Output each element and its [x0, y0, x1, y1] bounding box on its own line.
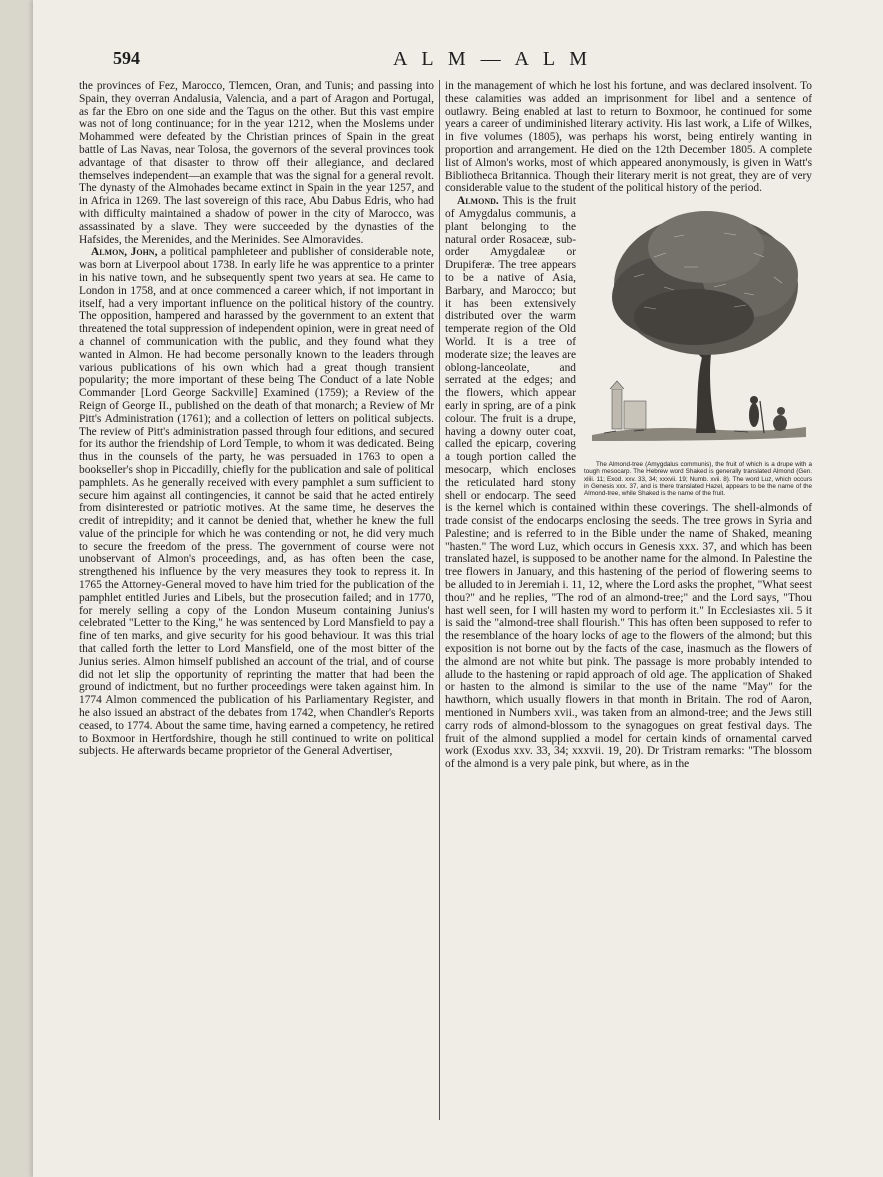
paragraph-almon: [79, 246, 434, 758]
entry-head-almon: Almon, John,: [91, 246, 158, 259]
figure-caption: The Almond-tree (Amygdalus communis), the fruit of which is a drupe with a tough mesocarp. The Hebrew word Shaked is generally translated Almond (Gen. xliii. 11; Exod. xxv. 33, 34; xxxvii. 19; Numb. xvii. 8). The word Luz, which occurs in Genesis xxx. 37, and is there translated Hazel, appears to be the name of the Almond-tree, while Shaked is the name of the fruit.: [584, 461, 812, 497]
entry-head-almond: Almond.: [457, 195, 499, 208]
entry-body-almon: a political pamphleteer and publisher of considerable note, was born at Liverpool about 1738. In early life he was apprentice to a printer in his native town, and he subsequently spent two years at sea. He came to London in 1758, and at once commenced a career which, if not important in itself, had a very important influence on the political history of the country. The opposition, hampered and harassed by the government to an extent that threatened the total suppression of independent opinion, were in great need of a channel of communication with the public, and they found what they wanted in Almon. He had become personally known to the leaders through various publications of his own which had a great though transient popularity; the more important of these being The Conduct of a late Noble Commander [Lord George Sackville] Examined (1759); a Review of the Reign of George II., published on the death of that monarch; a Review of Mr Pitt's Administration (1761); and a collection of letters on political subjects. The review of Pitt's administration passed through four editions, and secured for its author the friendship of Lord Temple, to whom it was dedicated. Being thus in the counsels of the party, he was persuaded in 1763 to open a bookseller's shop in Piccadilly, chiefly for the publication and sale of political pamphlets. As he generally received with every pamphlet a sum sufficient to secure him against all contingencies, it cannot be said that he acted entirely from disinterested or patriotic motives. At the same time, he deserves the credit of intrepidity; and it cannot be denied that, whether he knew the full value of the principle for which he was contending or not, he did very much to secure the freedom of the press. The government of course were not unobservant of Almon's proceedings, and, as has often been the case, strengthened his influence by the very measures they took to repress it. In 1765 the Attorney-General moved to have him tried for the publication of the pamphlet entitled Juries and Libels, but the prosecution failed; and in 1770, for merely selling a copy of the London Museum containing Junius's celebrated "Letter to the King," he was sentenced by Lord Mansfield to pay a fine of ten marks, and give security for his good behaviour. It was this trial that called forth the letter to Lord Mansfield, one of the most bitter of the Junius series. Almon himself published an account of the trial, and of course did not let slip the opportunity of reprinting the matter that had been the ground of indictment, but no further proceedings were taken against him. In 1774 Almon commenced the publication of his Parliamentary Register, and he also issued an abstract of the debates from 1742, when Chandler's Reports ceased, to 1774. About the same time, having earned a competency, he retired to Boxmoor in Hertfordshire, though he still continued to write on political subjects. He afterwards became proprietor of the General Advertiser,: [79, 246, 434, 758]
entry-body-almond: This is the fruit of Amygdalus communis, a plant belonging to the natural order Rosaceæ, sub-order Amygdaleæ or Drupiferæ. The tree appears to be a native of Asia, Barbary, and Marocco; but it has been extensively distributed over the warm temperate region of the Old World. It is a tree of moderate size; the leaves are oblong-lanceolate, and serrated at the edges; and the flowers, which appear early in spring, are of a pink colour. The fruit is a drupe, having a downy outer coat, called the epicarp, covering a tough portion called the mesocarp, which encloses the reticulated hard stony shell or endocarp. The seed is the kernel which is contained within these coverings. The shell-almonds of trade consist of the endocarps enclosing the seeds. The tree grows in Syria and Palestine; and is referred to in the Bible under the name of Shaked, meaning "hasten." The word Luz, which occurs in Genesis xxx. 37, and which has been translated hazel, is supposed to be another name for the almond. In Palestine the tree flowers in January, and this hastening of the period of flowering seems to be alluded to in Jeremiah i. 11, 12, where the Lord asks the prophet, "What seest thou?" and he replies, "The rod of an almond-tree;" and the Lord says, "Thou hast well seen, for I will hasten my word to perform it." In Ecclesiastes xii. 5 it is said the "almond-tree shall flourish." This has often been supposed to refer to the resemblance of the hoary locks of age to the flowers of the almond; but this exposition is not borne out by the facts of the case, inasmuch as the flowers of the almond are not white but pink. The passage is more probably intended to allude to the hastening or rapid approach of old age. The application of Shaked or hasten to the almond is similar to the use of the name "May" for the hawthorn, which usually flowers in that month in Britain. The rod of Aaron, mentioned in Numbers xvii., was taken from an almond-tree; and the Jews still carry rods of almond-blossom to the synagogues on great festival days. The fruit of the almond supplied a model for certain kinds of ornamental carved work (Exodus xxv. 33, 34; xxxvii. 19, 20). Dr Tristram remarks: "The blossom of the almond is a very pale pink, but where, as in the: [445, 195, 812, 771]
paragraph-almohades-end: the provinces of Fez, Marocco, Tlemcen, Oran, and Tunis; and passing into Spain, they overran Andalusia, Valencia, and a part of Aragon and Portugal, as far the Ebro on one side and the Tagus on the other. But this vast empire was not of long continuance; for in the year 1212, when the Moslems under Mohammed were defeated by the Christian princes of Spain in the great battle of Las Navas, near Tolosa, the governors of the several provinces took advantage of that disaster to throw off their allegiance, and declared themselves independent—an example that was the signal for a general revolt. The dynasty of the Almohades became extinct in Spain in the year 1257, and in Africa in 1269. The last sovereign of this race, Abu Dabus Edris, who had with difficulty maintained a shadow of power in the city of Marocco, was assassinated by a slave. They were succeeded by the dynasties of the Hafsides, the Merenides, and the Merinides. See Almoravides.: [79, 80, 434, 246]
almond-tree-icon: [584, 197, 812, 459]
page-number: 594: [113, 48, 140, 68]
left-column: [79, 80, 434, 1130]
right-column: [445, 80, 812, 1130]
column-divider: [439, 80, 440, 1120]
paragraph-almon-cont: in the management of which he lost his fortune, and was declared insolvent. To these calamities was added an imprisonment for libel and a sentence of outlawry. Being enabled at last to return to Boxmoor, he continued for some years a career of undiminished literary activity. His last work, a Life of Wilkes, in five volumes (1805), was perhaps his worst, being entirely wanting in proportion and arrangement. He died on the 12th December 1805. A complete list of Almon's works, most of which appeared anonymously, is given in Watt's Bibliotheca Britannica. Though their literary merit is not great, they are of very considerable value to the student of the political history of the period.: [445, 80, 812, 195]
running-title: A L M — A L M: [393, 48, 593, 70]
almond-tree-figure: [584, 197, 812, 497]
paragraph-almond: [445, 195, 812, 771]
